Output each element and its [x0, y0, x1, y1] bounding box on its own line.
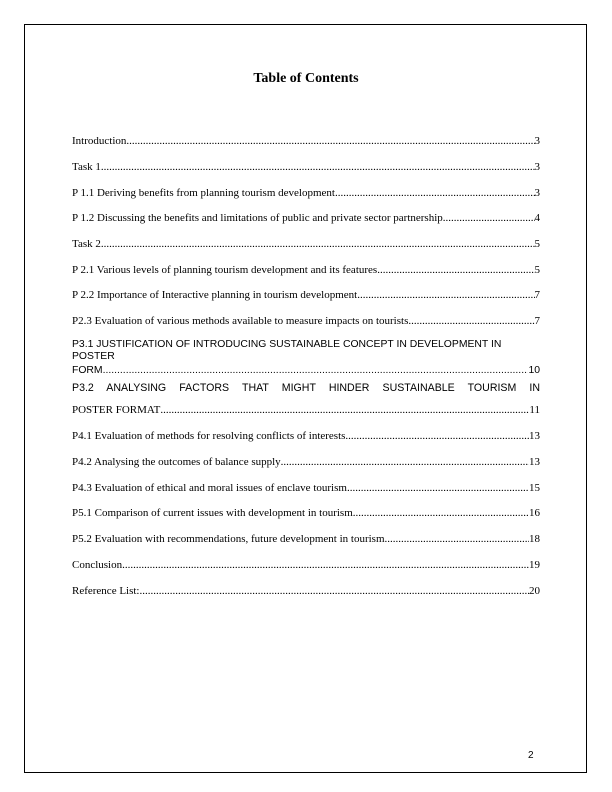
toc-entry-reference-list[interactable]	[72, 584, 540, 598]
toc-entry-label: P4.3 Evaluation of ethical and moral issues of enclave tourism	[72, 482, 347, 494]
toc-entry-page: 16	[529, 507, 540, 519]
dot-leader	[353, 506, 529, 520]
toc-entry-label: P5.1 Comparison of current issues with development in tourism	[72, 507, 353, 519]
toc-entry-page: 10	[528, 365, 540, 376]
toc-entry-conclusion[interactable]	[72, 558, 540, 572]
dot-leader	[140, 584, 530, 598]
toc-entry-label: P4.2 Analysing the outcomes of balance supply	[72, 456, 281, 468]
toc-entry-page: 3	[534, 161, 540, 173]
dot-leader	[347, 481, 529, 495]
toc-entry-p3-2-line1[interactable]: P3.2 ANALYSING FACTORS THAT MIGHT HINDER SUSTAINABLE TOURISM IN	[72, 382, 540, 394]
toc-entry-label: Task 1	[72, 161, 101, 173]
dot-leader	[357, 288, 534, 302]
toc-entry-task-2[interactable]	[72, 237, 540, 251]
toc-entry-label: Task 2	[72, 238, 101, 250]
dot-leader	[377, 263, 534, 277]
dot-leader	[335, 186, 535, 200]
dot-leader	[101, 237, 535, 251]
toc-entry-page: 4	[534, 212, 540, 224]
dot-leader	[160, 403, 529, 417]
toc-entry-p3-1[interactable]	[72, 364, 540, 378]
toc-entry-p4-3[interactable]	[72, 481, 540, 495]
dot-leader	[408, 314, 534, 328]
toc-entry-page: 13	[529, 430, 540, 442]
toc-entry-introduction[interactable]	[72, 134, 540, 148]
page-number: 2	[528, 750, 534, 761]
toc-entry-p3-2[interactable]	[72, 403, 540, 417]
toc-entry-label: P 2.2 Importance of Interactive planning in tourism development	[72, 289, 358, 301]
toc-entry-label: P2.3 Evaluation of various methods available to measure impacts on tourists	[72, 315, 409, 327]
dot-leader	[103, 364, 529, 378]
toc-entry-page: 20	[529, 585, 540, 597]
toc-entry-page: 3	[534, 135, 540, 147]
toc-entry-label: P 1.2 Discussing the benefits and limitations of public and private sector partnership	[72, 212, 443, 224]
toc-entry-page: 11	[529, 404, 540, 416]
toc-entry-page: 7	[534, 289, 540, 301]
toc-entry-p4-2[interactable]	[72, 455, 540, 469]
dot-leader	[281, 455, 529, 469]
toc-entry-p4-1[interactable]	[72, 429, 540, 443]
toc-entry-page: 15	[529, 482, 540, 494]
dot-leader	[345, 429, 529, 443]
toc-entry-label: Conclusion	[72, 559, 123, 571]
page-title: Table of Contents	[253, 71, 359, 86]
toc-entry-p2-3[interactable]	[72, 314, 540, 328]
toc-entry-page: 19	[529, 559, 540, 571]
toc-entry-label: Introduction	[72, 135, 127, 147]
toc-entry-page: 5	[534, 264, 540, 276]
toc-entry-label: FORM	[72, 365, 103, 376]
toc-entry-label: Reference List:	[72, 585, 140, 597]
toc-entry-label: POSTER FORMAT	[72, 404, 161, 416]
toc-entry-p1-2[interactable]	[72, 211, 540, 225]
toc-entry-p3-1-line2[interactable]: POSTER	[72, 351, 115, 362]
dot-leader	[443, 211, 535, 225]
toc-entry-page: 13	[529, 456, 540, 468]
toc-entry-label: P5.2 Evaluation with recommendations, future development in tourism	[72, 533, 385, 545]
dot-leader	[126, 134, 534, 148]
toc-entry-p2-1[interactable]	[72, 263, 540, 277]
toc-entry-p1-1[interactable]	[72, 186, 540, 200]
toc-entry-page: 7	[534, 315, 540, 327]
toc-entry-label: P4.1 Evaluation of methods for resolving conflicts of interests	[72, 430, 346, 442]
toc-entry-p5-1[interactable]	[72, 506, 540, 520]
toc-entry-label: P 1.1 Deriving benefits from planning tourism development	[72, 187, 335, 199]
toc-entry-p5-2[interactable]	[72, 532, 540, 546]
toc-entry-page: 3	[534, 187, 540, 199]
dot-leader	[122, 558, 529, 572]
toc-entry-label: P 2.1 Various levels of planning tourism development and its features	[72, 264, 378, 276]
toc-entry-p2-2[interactable]	[72, 288, 540, 302]
dot-leader	[101, 160, 535, 174]
dot-leader	[385, 532, 529, 546]
toc-entry-p3-1-line1[interactable]: P3.1 JUSTIFICATION OF INTRODUCING SUSTAINABLE CONCEPT IN DEVELOPMENT IN	[72, 339, 502, 350]
toc-entry-page: 18	[529, 533, 540, 545]
toc-entry-task-1[interactable]	[72, 160, 540, 174]
toc-entry-page: 5	[534, 238, 540, 250]
